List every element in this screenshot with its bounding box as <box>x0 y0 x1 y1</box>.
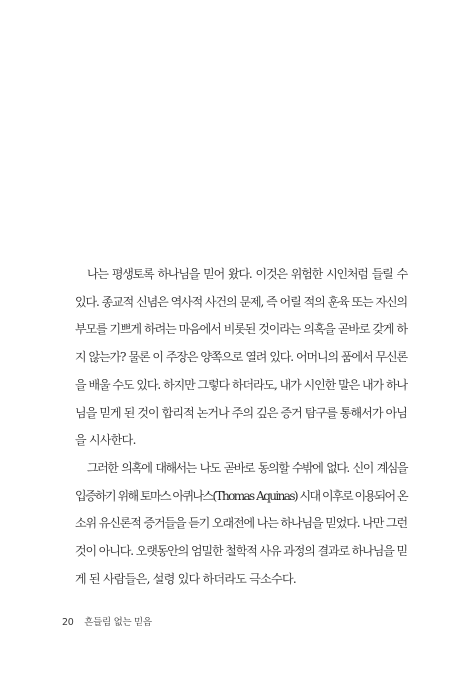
paragraph-2 <box>62 455 407 594</box>
paragraph-line: 그러한 의혹에 대해서는 나도 곧바로 동의할 수밖에 없다. 신이 계심을 <box>87 460 407 475</box>
paragraph-line: 님을 믿게 된 것이 합리적 논거나 주의 깊은 증거 탐구를 통해서가 아님 <box>75 405 407 420</box>
body-text <box>62 261 407 593</box>
page-number: 20 <box>62 617 74 628</box>
paragraph-line: 을 시사한다. <box>75 433 136 448</box>
paragraph-line: 지 않는가? 물론 이 주장은 양쪽으로 열려 있다. 어머니의 품에서 무신론 <box>75 350 407 365</box>
paragraph-1 <box>62 261 407 455</box>
paragraph-line: 나는 평생토록 하나님을 믿어 왔다. 이것은 위험한 시인처럼 들릴 수 <box>87 267 407 281</box>
paragraph-line: 을 배울 수도 있다. 하지만 그렇다 하더라도, 내가 시인한 말은 내가 하나 <box>75 377 407 392</box>
paragraph-line: 것이 아니다. 오랫동안의 엄밀한 철학적 사유 과정의 결과로 하나님을 믿 <box>75 544 407 559</box>
paragraph-line: 소위 유신론적 증거들을 듣기 오래전에 나는 하나님을 믿었다. 나만 그런 <box>75 516 407 531</box>
paragraph-line: 입증하기 위해 토마스 아퀴나스(Thomas Aquinas) 시대 이후로 이용되어 온 <box>75 488 407 503</box>
paragraph-line: 게 된 사람들은, 설령 있다 하더라도 극소수다. <box>75 571 296 586</box>
page-footer <box>62 614 152 628</box>
running-title: 흔들림 없는 믿음 <box>84 617 152 628</box>
paragraph-line: 부모를 기쁘게 하려는 마음에서 비롯된 것이라는 의혹을 곧바로 갖게 하 <box>75 322 407 337</box>
paragraph-line: 있다. 종교적 신념은 역사적 사건의 문제, 즉 어릴 적의 훈육 또는 자신의 <box>75 294 407 309</box>
